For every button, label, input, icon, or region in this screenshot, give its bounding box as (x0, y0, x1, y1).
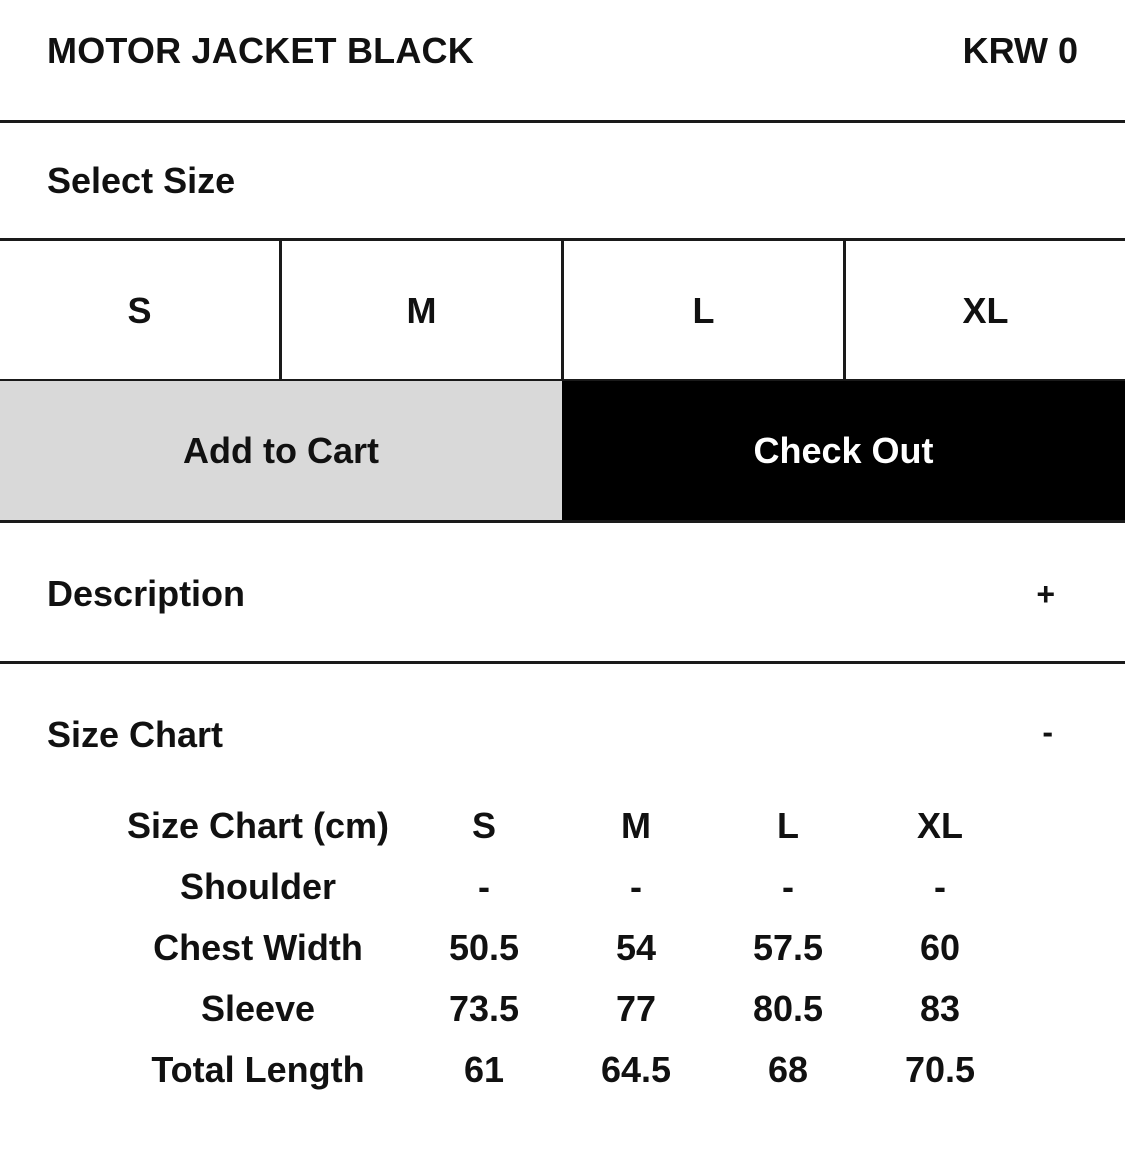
table-header-cell: L (777, 804, 799, 846)
table-row (108, 978, 1016, 1039)
table-cell: - (478, 865, 490, 907)
product-title: MOTOR JACKET BLACK (47, 30, 474, 71)
table-header-cell: M (621, 804, 651, 846)
table-row (108, 856, 1016, 917)
table-cell: 80.5 (752, 987, 824, 1029)
table-cell: 68 (767, 1048, 809, 1090)
table-cell: 50.5 (448, 926, 520, 968)
divider (0, 120, 1125, 123)
expand-icon[interactable]: + (1036, 576, 1055, 612)
table-row (108, 1039, 1016, 1100)
size-option-xl[interactable]: XL (962, 289, 1009, 331)
size-selector (0, 240, 1125, 381)
table-cell: Chest Width (153, 926, 363, 968)
table-cell: 57.5 (752, 926, 824, 968)
description-label[interactable]: Description (47, 573, 246, 614)
table-cell: 70.5 (904, 1048, 976, 1090)
table-row (108, 917, 1016, 978)
collapse-icon[interactable]: - (1042, 714, 1053, 750)
table-cell: 61 (463, 1048, 505, 1090)
size-chart-label[interactable]: Size Chart (47, 714, 224, 755)
table-header-row (108, 795, 1016, 856)
size-option-l[interactable]: L (564, 240, 846, 381)
table-cell: Sleeve (200, 987, 316, 1029)
table-header-cell: S (471, 804, 496, 846)
check-out-button[interactable]: Check Out (562, 381, 1125, 521)
table-cell: 54 (615, 926, 657, 968)
table-cell: - (782, 865, 794, 907)
table-cell: Total Length (151, 1048, 365, 1090)
size-chart-table (108, 795, 1016, 1100)
table-header-cell: XL (916, 804, 963, 846)
size-option-s[interactable]: S (0, 240, 282, 381)
table-cell: 83 (919, 987, 961, 1029)
divider (0, 661, 1125, 664)
table-cell: Shoulder (179, 865, 336, 907)
table-cell: 73.5 (448, 987, 520, 1029)
cart-actions (0, 381, 1125, 521)
table-cell: 60 (919, 926, 961, 968)
product-price: KRW 0 (962, 30, 1078, 71)
table-cell: 77 (615, 987, 657, 1029)
size-option-m[interactable]: M (282, 240, 564, 381)
add-to-cart-button[interactable]: Add to Cart (0, 381, 562, 521)
divider (0, 520, 1125, 523)
table-header-cell: Size Chart (cm) (126, 804, 390, 846)
table-cell: 64.5 (600, 1048, 672, 1090)
table-cell: - (630, 865, 642, 907)
select-size-label: Select Size (47, 160, 236, 201)
table-cell: - (934, 865, 946, 907)
